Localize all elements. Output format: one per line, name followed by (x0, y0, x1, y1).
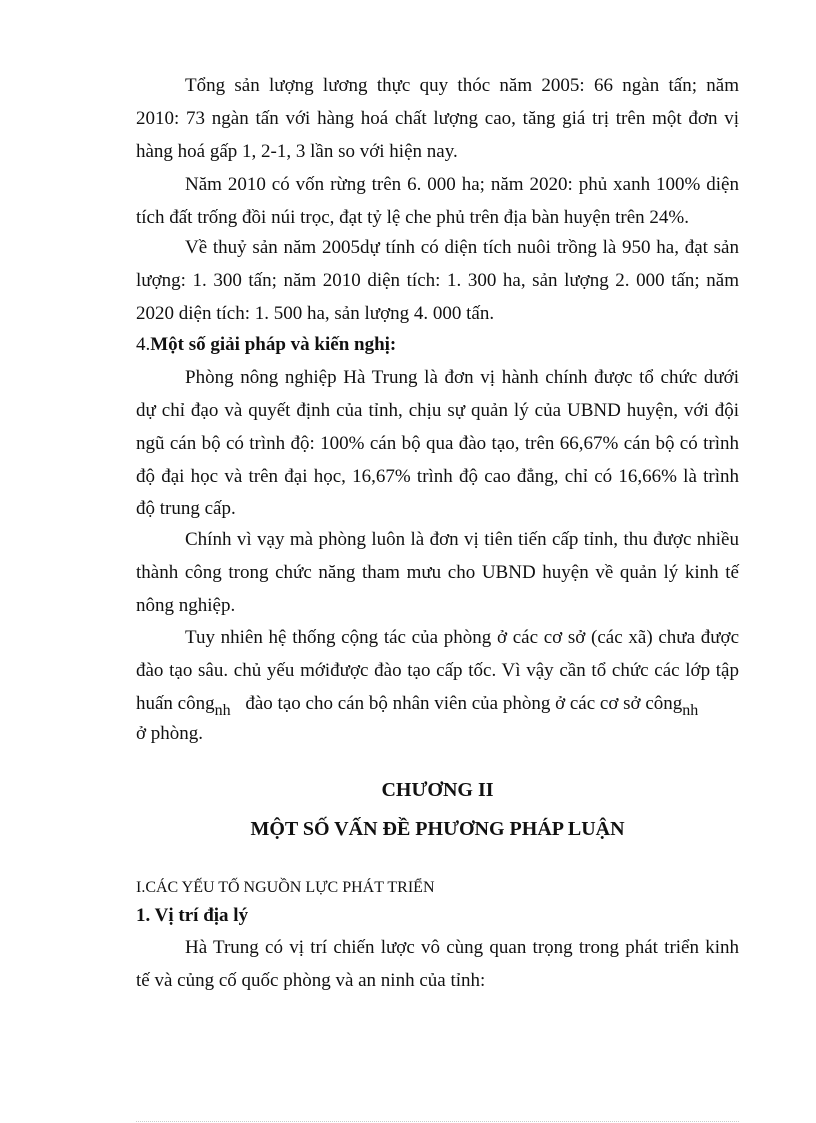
text-line: thành công trong chức năng tham mưu cho UBND huyện về quản lý kinh tế (136, 562, 739, 583)
subscript-fragment: nh (214, 702, 231, 719)
text-line: tế và củng cố quốc phòng và an ninh của tỉnh: (136, 970, 486, 991)
text-line: Chính vì vạy mà phòng luôn là đơn vị tiên tiến cấp tỉnh, thu được nhiều (185, 529, 739, 550)
section-number: 4. (136, 334, 151, 355)
text-line: 2020 diện tích: 1. 500 ha, sản lượng 4. 000 tấn. (136, 303, 495, 324)
page-bottom-border (136, 1121, 739, 1122)
text-line: Năm 2010 có vốn rừng trên 6. 000 ha; năm 2020: phủ xanh 100% diện (185, 174, 739, 195)
text-line: hàng hoá gấp 1, 2-1, 3 lần so với hiện nay. (136, 141, 458, 162)
subsection-title: 1. Vị trí địa lý (136, 905, 249, 926)
text-line: độ đại học và trên đại học, 16,67% trình độ cao đẳng, chỉ có 16,66% là trình (136, 466, 739, 487)
chapter-title: MỘT SỐ VẤN ĐỀ PHƯƠNG PHÁP LUẬN (250, 818, 625, 840)
section-title: I.CÁC YẾU TỐ NGUỒN LỰC PHÁT TRIỂN (136, 879, 435, 896)
text-line: Tuy nhiên hệ thống cộng tác của phòng ở các cơ sở (các xã) chưa được (185, 627, 739, 648)
text-fragment: đào tạo cho cán bộ nhân viên của phòng ở các cơ sở công (245, 693, 683, 714)
text-line: tích đất trống đồi núi trọc, đạt tỷ lệ che phủ trên địa bàn huyện trên 24%. (136, 207, 689, 228)
text-line: đào tạo sâu. chủ yếu mớiđược đào tạo cấp tốc. Vì vậy cần tổ chức các lớp tập (136, 660, 739, 681)
text-line: Hà Trung có vị trí chiến lược vô cùng quan trọng trong phát triển kinh (185, 937, 739, 958)
text-line: độ trung cấp. (136, 498, 236, 519)
chapter-label: CHƯƠNG II (381, 779, 494, 801)
text-line: 2010: 73 ngàn tấn với hàng hoá chất lượng cao, tăng giá trị trên một đơn vị (136, 108, 739, 129)
text-line: ở phòng. (136, 723, 204, 744)
text-line: ngũ cán bộ có trình độ: 100% cán bộ qua đào tạo, trên 66,67% cán bộ có trình (136, 433, 739, 454)
section-heading (136, 333, 739, 357)
text-line: lượng: 1. 300 tấn; năm 2010 diện tích: 1. 300 ha, sản lượng 2. 000 tấn; năm (136, 270, 739, 291)
text-line: nông nghiệp. (136, 595, 236, 616)
section-title: Một số giải pháp và kiến nghị: (150, 334, 397, 355)
text-fragment: huấn công (136, 693, 215, 714)
subscript-fragment: nh (682, 702, 699, 719)
text-line: Tổng sản lượng lương thực quy thóc năm 2005: 66 ngàn tấn; năm (185, 75, 739, 96)
text-line-with-subscripts (136, 692, 739, 717)
text-line: Phòng nông nghiệp Hà Trung là đơn vị hành chính được tổ chức dưới (185, 367, 739, 388)
text-line: dự chỉ đạo và quyết định của tỉnh, chịu sự quản lý của UBND huyện, với đội (136, 400, 739, 421)
text-line: Về thuỷ sản năm 2005dự tính có diện tích nuôi trồng là 950 ha, đạt sản (185, 237, 739, 258)
